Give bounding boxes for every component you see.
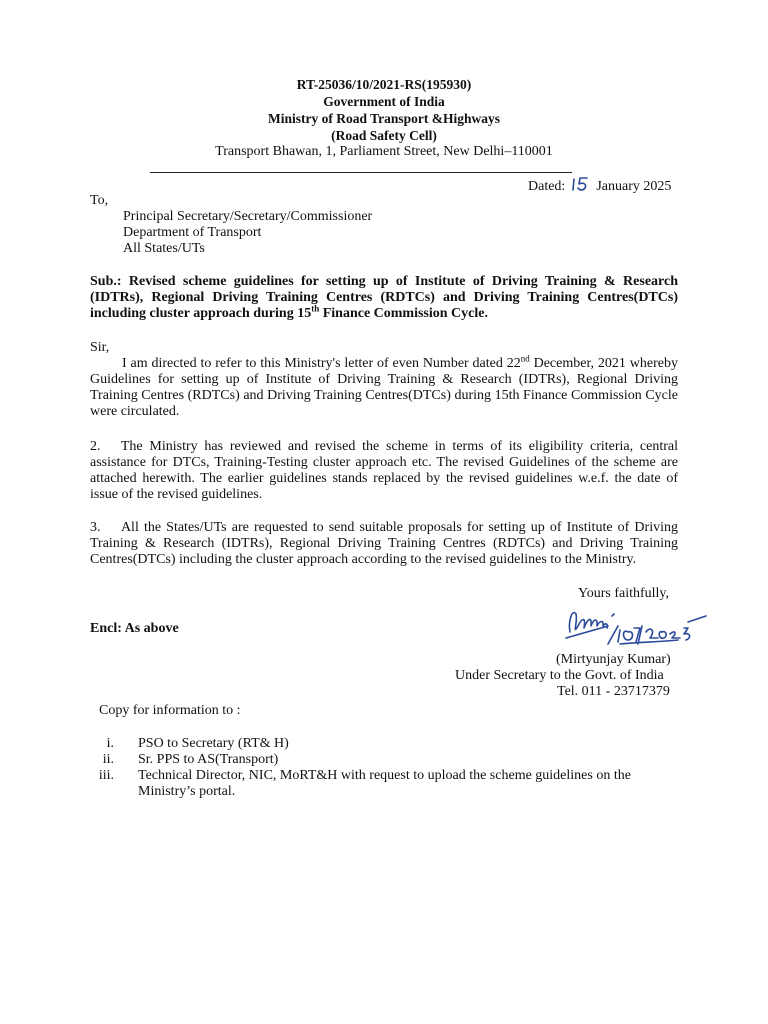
cell-line: (Road Safety Cell)	[331, 128, 437, 143]
addressee-line-2: Department of Transport	[123, 225, 262, 240]
signatory-telephone: Tel. 011 - 23717379	[557, 684, 670, 699]
copy-heading: Copy for information to :	[99, 703, 241, 718]
subject-text: Sub.: Revised scheme guidelines for setting up of Institute of Driving Training & Research (IDTRs), Regional Driving Training Centres (RDTCs) and Driving Training Centres(DTCs) including cluster approach during 15	[90, 274, 678, 321]
paragraph-1	[90, 353, 678, 420]
salutation: Sir,	[90, 340, 110, 355]
paragraph-3: 3. All the States/UTs are requested to send suitable proposals for setting up of Institute of Driving Training & Research (IDTRs), Regional Driving Training Centres (RDTCs) and Driving Training Centres(DTCs) including the cluster approach according to the revised guidelines to the Ministry.	[90, 520, 678, 567]
date-line	[528, 176, 671, 195]
list-item-text: Sr. PPS to AS(Transport)	[138, 752, 279, 767]
list-item	[90, 752, 678, 768]
list-item	[90, 736, 678, 752]
subject-text-end: Finance Commission Cycle.	[319, 306, 488, 321]
date-label: Dated:	[528, 179, 566, 194]
signatory-name: (Mirtyunjay Kumar)	[556, 652, 671, 667]
yours-faithfully: Yours faithfully,	[578, 586, 670, 601]
enclosure-note: Encl: As above	[90, 621, 179, 636]
list-item-number: iii.	[98, 768, 114, 783]
government-line: Government of India	[323, 94, 445, 109]
copy-list	[90, 736, 678, 800]
paragraph-1-text-end: December, 2021 whereby Guidelines for setting up of Institute of Driving Training & Research (IDTRs), Regional Driving Training Centres (RDTCs) and Driving Training Centres(DTCs) during 15th Finance Commission Cycle were circulated.	[90, 356, 678, 419]
subject	[90, 274, 678, 322]
paragraph-2: 2. The Ministry has reviewed and revised the scheme in terms of its eligibility criteria, central assistance for DTCs, Training-Testing cluster approach etc. The revised Guidelines of the scheme are attached herewith. The earlier guidelines stands replaced by the revised guidelines w.e.f. the date of issue of the revised guidelines.	[90, 439, 678, 502]
list-item-text: Technical Director, NIC, MoRT&H with request to upload the scheme guidelines on the Ministry’s portal.	[138, 768, 631, 799]
addressee-line-1: Principal Secretary/Secretary/Commissioner	[123, 209, 373, 224]
paragraph-1-superscript: nd	[520, 353, 530, 364]
address-line: Transport Bhawan, 1, Parliament Street, New Delhi–110001	[215, 144, 553, 159]
file-number: RT-25036/10/2021-RS(195930)	[296, 77, 472, 92]
to-label: To,	[90, 193, 109, 208]
subject-superscript: th	[311, 303, 320, 314]
paragraph-1-text: I am directed to refer to this Ministry's letter of even Number dated 22	[122, 356, 521, 371]
signatory-designation: Under Secretary to the Govt. of India	[455, 668, 664, 683]
list-item-number: ii.	[102, 752, 114, 767]
list-item	[90, 768, 678, 800]
list-item-text: PSO to Secretary (RT& H)	[138, 736, 289, 751]
list-item-number: i.	[106, 736, 114, 751]
addressee-line-3: All States/UTs	[123, 241, 205, 256]
signature-image	[560, 604, 710, 650]
handwritten-day-icon	[571, 176, 591, 192]
date-month-year: January 2025	[596, 179, 672, 194]
ministry-line: Ministry of Road Transport &Highways	[267, 111, 500, 126]
header-divider	[150, 172, 572, 173]
